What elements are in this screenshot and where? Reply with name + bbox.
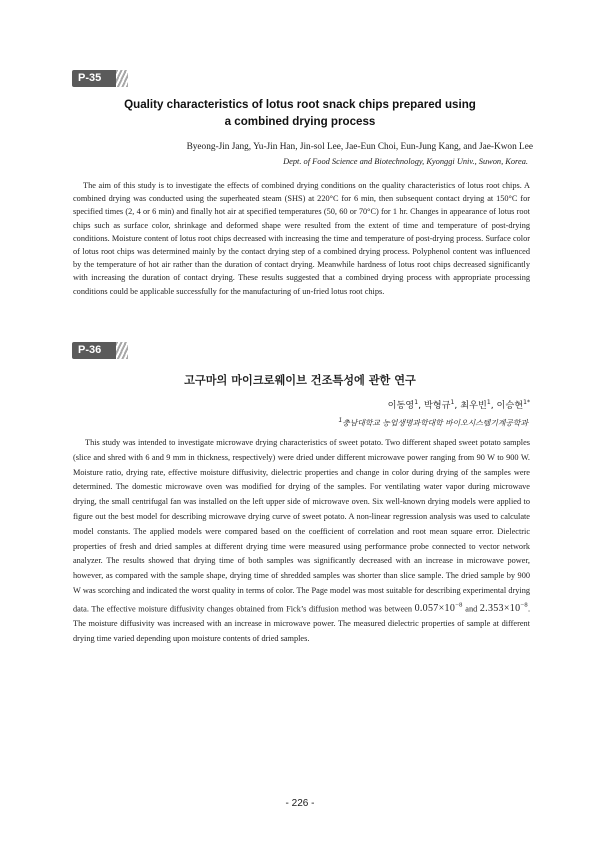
and-word: and: [465, 604, 478, 614]
author-separator: ,: [490, 400, 497, 412]
paper-tag-p35: [72, 70, 116, 87]
affiliation-mark: 1: [338, 417, 343, 424]
paper-authors-korean: [60, 396, 530, 412]
paper-abstract-2: [73, 436, 530, 646]
tag-stripe-decoration: [116, 342, 128, 359]
paper-authors: Byeong-Jin Jang, Yu-Jin Han, Jin-sol Lee, Jae-Eun Choi, Eun-Jung Kang, and Jae-Kwon Lee: [186, 142, 533, 152]
paper-tag-label: P-35: [78, 72, 102, 84]
paper-title-korean: 고구마의 마이크로웨이브 건조특성에 관한 연구: [184, 374, 416, 387]
page-number: - 226 -: [285, 798, 315, 809]
diffusivity-value-2: $2.353\times 10^{-8}$: [479, 601, 528, 615]
author-name: 이승현: [496, 400, 524, 412]
diffusivity-value-1: $0.057\times 10^{-8}$: [414, 601, 463, 615]
author-name: 이동영: [387, 400, 415, 412]
paper-tag-label: P-36: [78, 344, 102, 356]
tag-stripe-decoration: [116, 70, 128, 87]
paper-title-line1: Quality characteristics of lotus root snack chips prepared using: [124, 98, 476, 111]
abstract-text-part2: . The moisture diffusivity was increased with an increase in microwave power. The measured dielectric properties of sample at different drying time varied depending upon moisture contents of dried samples.: [73, 604, 531, 643]
author-affil-mark: 1: [450, 399, 455, 406]
abstract-text-part1: This study was intended to investigate microwave drying characteristics of sweet potato. Two different shaped sweet potato samples (slice and shred with 6 and 9 mm in thickness, respectively) were dried under different microwave power ranging from 90 W to 900 W. Moisture ratio, drying rate, effective moisture diffusivity, dielectric properties and change in color during drying of the samples were determined. The domestic microwave oven was modified for drying of the samples. For ventilating water vapor during microwave drying, the small centrifugal fan was installed on the left upper side of microwave oven. Six well-known drying models were applied to figure out the best model for describing microwave drying curve of sweet potato. A non-linear regression analysis was used to calculate model constants. The applied models were compared based on the coefficient of correlation and root mean square error. Dielectric properties of fresh and dried samples at different drying time were measured using performance probe connected to vector network analyzer. The results showed that drying time of both samples was significantly decreased with an increase in microwave power, however, as compared with the sample shape, drying time of shredded samples was shorter than slice sample. The dried sample by 900 W was scorching and indicated the worst quality in terms of color. The Page model was most suitable for describing experimental drying data. The effective moisture diffusivity changes obtained from Fick’s diffusion method was between: [73, 438, 530, 614]
affiliation-text: 충남대학교 농업생명과학대학 바이오시스템기계공학과: [342, 418, 528, 428]
paper-title: [60, 96, 540, 130]
paper-abstract: The aim of this study is to investigate the effects of combined drying conditions on the quality characteristics of lotus root chips. A combined drying was conducted using the superheated steam (SHS) at 220°C for 6 min, then subsequent contact drying at 150°C for specified times (2, 4 or 6 min) and finally hot air at specified temperatures (50, 60 or 70°C) for 1 hr. Changes in appearance of lotus root chips such as surface color, shrinkage and deformed shape were resulted from the extent of time and temperature of post-drying conditions. Moisture content of lotus root chips decreased with increasing the time and temperature of post-drying process. Surface color of lotus root chips was determined mainly by the contact drying step of a combined drying process. Polyphenol content was influenced by the temperature of hot air rather than the duration of contact drying. Meanwhile hardness of lotus root chips decreased significantly with increasing the duration of contact drying. These results suggested that a combined drying process with appropriate processing conditions could be applicable successfully for the manufacturing of un-fried lotus root chips.: [73, 181, 530, 296]
author-affil-mark: 1*: [523, 399, 530, 406]
author-separator: ,: [418, 400, 424, 412]
author-name: 박형규: [423, 400, 451, 412]
author-affil-mark: 1: [414, 399, 419, 406]
paper-title-line2: a combined drying process: [224, 115, 376, 128]
author-separator: ,: [454, 400, 461, 412]
paper-affiliation: Dept. of Food Science and Biotechnology, Kyonggi Univ., Suwon, Korea.: [283, 157, 528, 166]
author-affil-mark: 1: [486, 399, 491, 406]
paper-tag-p36: [72, 342, 116, 359]
author-name: 최우빈: [460, 400, 487, 412]
paper-affiliation-korean: [60, 415, 528, 430]
